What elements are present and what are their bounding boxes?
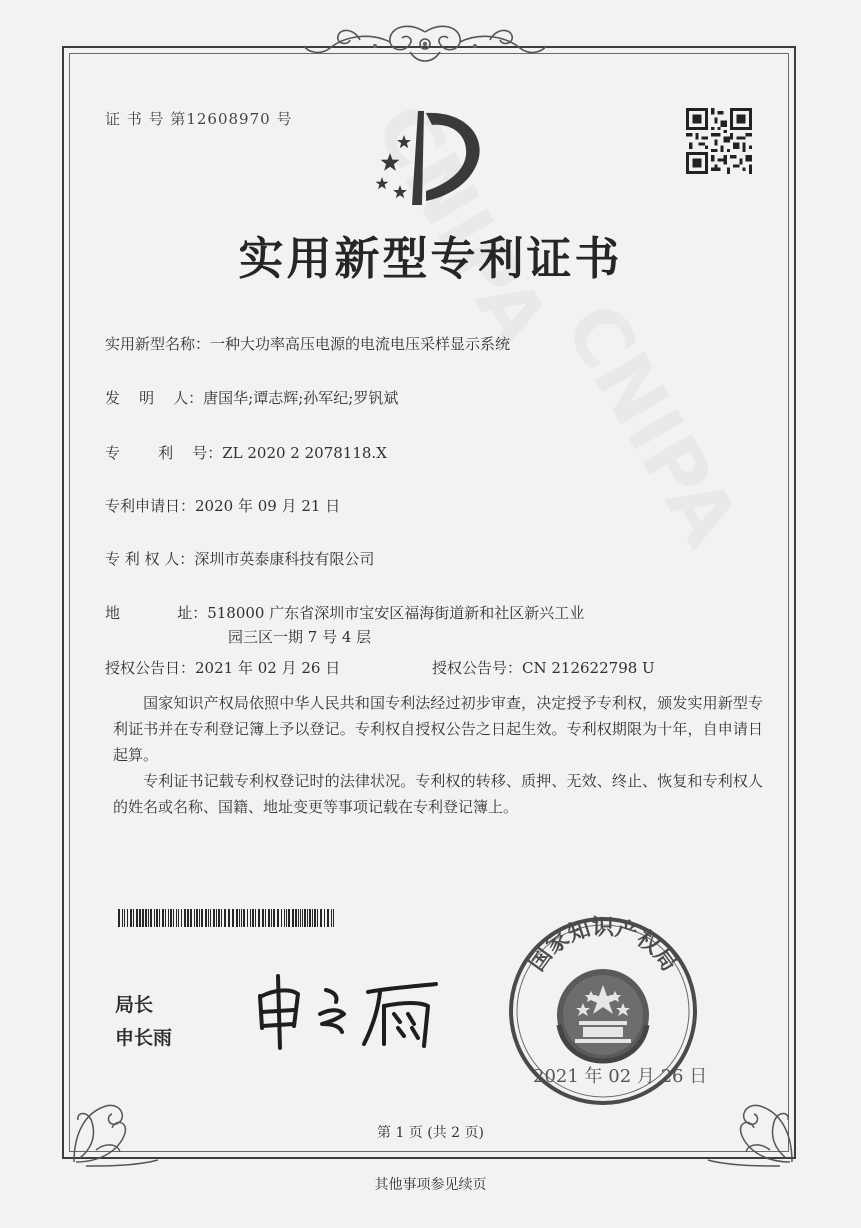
barcode-bar xyxy=(268,909,270,927)
barcode-bar xyxy=(281,909,282,927)
barcode-bar xyxy=(168,909,169,927)
barcode-bar xyxy=(232,909,234,927)
field-utility-model-name xyxy=(105,333,510,354)
barcode-bar xyxy=(271,909,272,927)
barcode-bar xyxy=(320,909,322,927)
barcode-bar xyxy=(250,909,251,927)
field-patent-number xyxy=(105,442,387,463)
statement-paragraph xyxy=(113,690,763,768)
field-value: ZL 2020 2 2078118.X xyxy=(222,444,387,462)
barcode-bar xyxy=(298,909,299,927)
barcode-icon xyxy=(118,909,336,927)
barcode-bar xyxy=(122,909,123,927)
barcode-bar xyxy=(162,909,164,927)
barcode-bar xyxy=(139,909,141,927)
field-value: 唐国华;谭志辉;孙军纪;罗钒斌 xyxy=(203,389,399,407)
barcode-bar xyxy=(208,909,209,927)
barcode-bar xyxy=(205,909,207,927)
barcode-bar xyxy=(295,909,297,927)
barcode-bar xyxy=(142,909,144,927)
field-grant-publication-date xyxy=(105,657,340,678)
barcode-bar xyxy=(221,909,222,927)
qr-code-icon xyxy=(686,108,752,174)
barcode-bar xyxy=(176,909,177,927)
barcode-bar xyxy=(136,909,138,927)
handwritten-signature xyxy=(248,962,448,1052)
field-application-date xyxy=(105,495,340,516)
field-inventors xyxy=(105,387,398,408)
director-title: 局长 xyxy=(115,994,154,1016)
barcode-bar xyxy=(194,909,195,927)
barcode-bar xyxy=(317,909,318,927)
certificate-number-label: 证 书 号 第 xyxy=(105,110,187,128)
barcode-bar xyxy=(210,909,211,927)
barcode-bar xyxy=(224,909,226,927)
page-indicator: 第 1 页 (共 2 页) xyxy=(377,1125,484,1141)
certificate-number-value: 12608970 xyxy=(186,110,271,128)
barcode-bar xyxy=(216,909,217,927)
field-label: 专 利 权 人： xyxy=(105,550,195,568)
statement-text: 国家知识产权局依照中华人民共和国专利法经过初步审查，决定授予专利权，颁发实用新型专利证书并在专利登记簿上予以登记。专利权自授权公告之日起生效。专利权期限为十年，自申请日起算。 xyxy=(113,694,763,764)
barcode-bar xyxy=(309,909,311,927)
barcode-bar xyxy=(133,909,134,927)
barcode-bar xyxy=(302,909,303,927)
barcode-bar xyxy=(199,909,200,927)
barcode-bar xyxy=(181,909,182,927)
barcode-bar xyxy=(218,909,220,927)
field-label: 专 利 号： xyxy=(105,444,223,462)
barcode-bar xyxy=(170,909,172,927)
patent-office-emblem-icon xyxy=(360,105,490,215)
field-value: 518000 广东省深圳市宝安区福海街道新和社区新兴工业 xyxy=(207,604,585,622)
barcode-bar xyxy=(118,909,120,927)
barcode-bar xyxy=(178,909,179,927)
barcode-bar xyxy=(262,909,264,927)
field-label: 授权公告日： xyxy=(105,659,196,677)
barcode-bar xyxy=(165,909,166,927)
barcode-bar xyxy=(331,909,332,927)
barcode-bar xyxy=(196,909,198,927)
barcode-bar xyxy=(201,909,203,927)
barcode-bar xyxy=(247,909,248,927)
barcode-bar xyxy=(286,909,287,927)
barcode-bar xyxy=(288,909,290,927)
barcode-bar xyxy=(187,909,189,927)
barcode-bar xyxy=(307,909,308,927)
barcode-bar xyxy=(255,909,256,927)
barcode-bar xyxy=(284,909,285,927)
barcode-bar xyxy=(327,909,329,927)
field-address-line2: 园三区一期 7 号 4 层 xyxy=(228,628,372,646)
barcode-bar xyxy=(312,909,313,927)
field-value: CN 212622798 U xyxy=(522,659,655,677)
barcode-bar xyxy=(252,909,254,927)
field-value: 2020 年 09 月 21 日 xyxy=(195,497,341,515)
field-address xyxy=(105,602,584,623)
continued-note: 其他事项参见续页 xyxy=(374,1177,487,1193)
field-value: 2021 年 02 月 26 日 xyxy=(195,659,341,677)
field-label: 实用新型名称： xyxy=(105,335,211,353)
barcode-bar xyxy=(239,909,240,927)
field-grant-publication-number xyxy=(432,657,655,678)
field-value: 一种大功率高压电源的电流电压采样显示系统 xyxy=(210,335,511,353)
certificate-number xyxy=(105,108,292,129)
barcode-bar xyxy=(124,909,125,927)
barcode-bar xyxy=(304,909,306,927)
barcode-bar xyxy=(292,909,294,927)
field-value: 深圳市英泰康科技有限公司 xyxy=(194,550,375,568)
barcode-bar xyxy=(145,909,147,927)
barcode-bar xyxy=(273,909,275,927)
field-label: 发 明 人： xyxy=(105,389,204,407)
field-label: 专利申请日： xyxy=(105,497,196,515)
corner-ornament-icon xyxy=(66,1062,176,1172)
director-name: 申长雨 xyxy=(115,1027,173,1049)
barcode-bar xyxy=(228,909,230,927)
top-ornament-icon xyxy=(300,22,550,72)
barcode-bar xyxy=(130,909,132,927)
barcode-bar xyxy=(300,909,301,927)
barcode-bar xyxy=(324,909,325,927)
barcode-bar xyxy=(213,909,215,927)
barcode-bar xyxy=(173,909,174,927)
field-label: 地 址： xyxy=(105,604,208,622)
statement-text: 专利证书记载专利权登记时的法律状况。专利权的转移、质押、无效、终止、恢复和专利权人的姓名或名称、国籍、地址变更等事项记载在专利登记簿上。 xyxy=(113,772,763,816)
barcode-bar xyxy=(127,909,128,927)
barcode-bar xyxy=(148,909,149,927)
barcode-bar xyxy=(236,909,238,927)
barcode-bar xyxy=(333,909,334,927)
field-label: 授权公告号： xyxy=(432,659,523,677)
barcode-bar xyxy=(241,909,242,927)
barcode-bar xyxy=(314,909,316,927)
barcode-bar xyxy=(190,909,192,927)
seal-ring-text: 国家知识产权局 xyxy=(523,915,683,977)
barcode-bar xyxy=(159,909,160,927)
barcode-bar xyxy=(277,909,279,927)
barcode-bar xyxy=(184,909,186,927)
document-title: 实用新型专利证书 xyxy=(238,232,623,285)
seal-date: 2021 年 02 月 26 日 xyxy=(533,1066,708,1087)
certificate-number-suffix: 号 xyxy=(276,110,293,128)
statement-paragraph xyxy=(113,768,763,820)
barcode-bar xyxy=(243,909,245,927)
barcode-bar xyxy=(156,909,158,927)
barcode-bar xyxy=(265,909,266,927)
svg-text:国家知识产权局 xyxy=(524,915,683,976)
barcode-bar xyxy=(258,909,260,927)
barcode-bar xyxy=(150,909,152,927)
barcode-bar xyxy=(154,909,155,927)
field-patentee xyxy=(105,548,374,569)
